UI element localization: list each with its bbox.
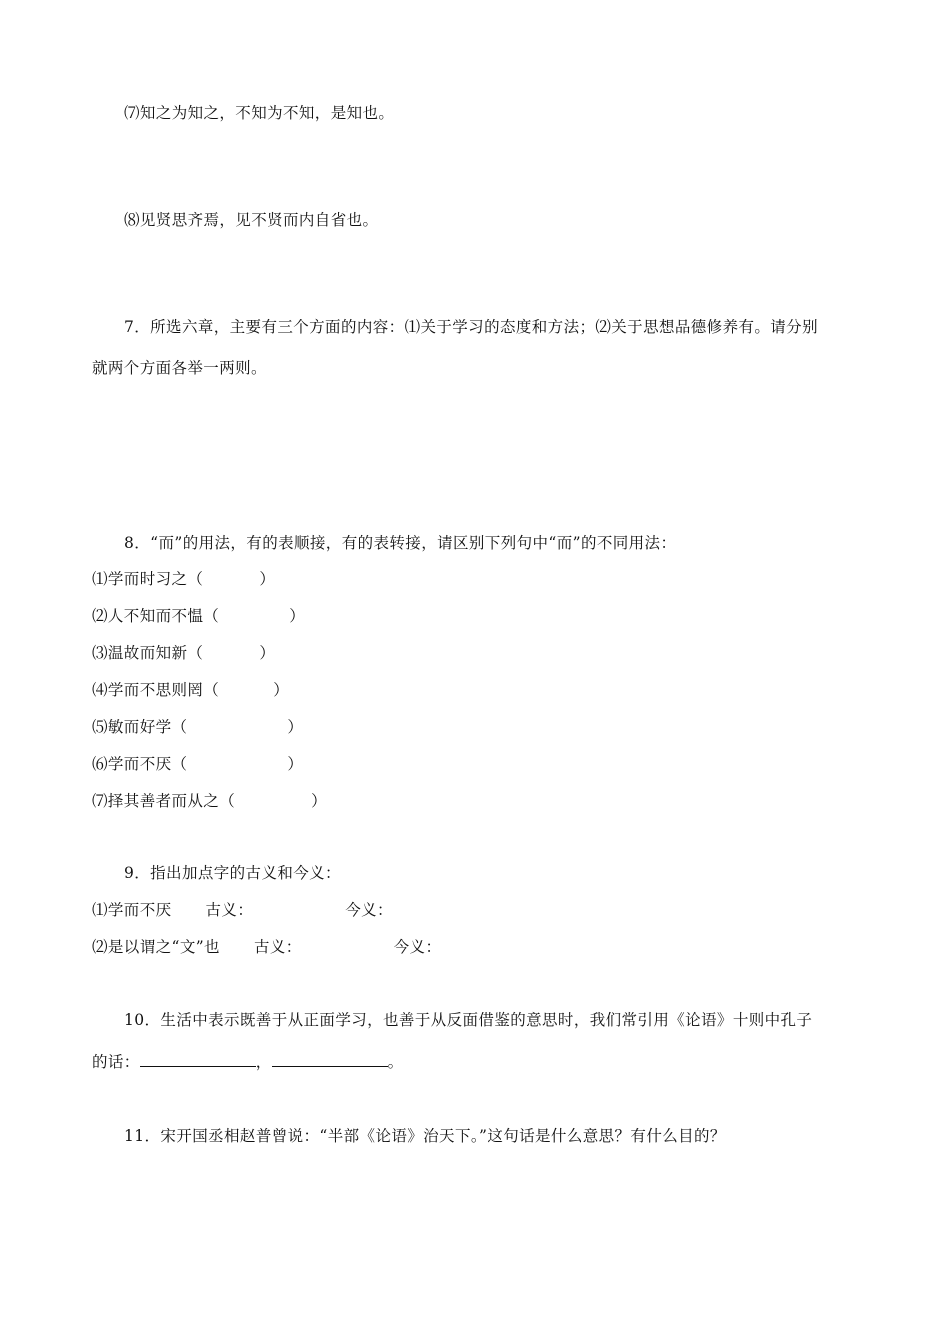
question-8-item-1 [92, 569, 275, 589]
answer-blank-1[interactable] [140, 1052, 256, 1067]
question-9-item-1 [92, 900, 393, 920]
analects-line-8: ⑻见贤思齐焉，见不贤而内自省也。 [124, 211, 379, 229]
ancient-meaning-label: 古义： [205, 901, 254, 919]
prefix-text: 的话： [92, 1053, 140, 1071]
question-8-item-2 [92, 606, 305, 626]
item-text: ⑶温故而知新（ [92, 644, 204, 662]
modern-meaning-label: 今义： [393, 938, 442, 956]
item-text: ⑴学而时习之（ [92, 570, 204, 588]
question-7-line-2: 就两个方面各举一两则。 [92, 359, 267, 377]
analects-line-7: ⑺知之为知之，不知为不知，是知也。 [124, 104, 395, 122]
item-text: ⑺择其善者而从之（ [92, 792, 236, 810]
question-8-item-3 [92, 643, 275, 663]
item-close: ） [273, 681, 290, 699]
question-8-stem: 8．“而”的用法，有的表顺接，有的表转接，请区别下列句中“而”的不同用法： [124, 534, 677, 552]
question-10-line-2 [92, 1052, 404, 1072]
question-8-item-7 [92, 791, 327, 811]
comma: ， [255, 1053, 272, 1071]
phrase: ⑴学而不厌 [92, 901, 172, 919]
period: 。 [387, 1053, 404, 1071]
question-10-line-1: 10．生活中表示既善于从正面学习，也善于从反面借鉴的意思时，我们常引用《论语》十则中孔子 [124, 1011, 813, 1029]
item-text: ⑵人不知而不愠（ [92, 607, 220, 625]
question-9-item-2 [92, 937, 441, 957]
item-close: ） [287, 718, 304, 736]
item-close: ） [311, 792, 328, 810]
question-7-line-1: 7．所选六章，主要有三个方面的内容：⑴关于学习的态度和方法；⑵关于思想品德修养有。请分别 [124, 318, 818, 336]
modern-meaning-label: 今义： [345, 901, 393, 919]
item-text: ⑹学而不厌（ [92, 755, 188, 773]
question-8-item-4 [92, 680, 289, 700]
question-11-line-1: 11．宋开国丞相赵普曾说：“半部《论语》治天下。”这句话是什么意思？有什么目的？ [124, 1127, 726, 1145]
answer-blank-2[interactable] [272, 1052, 388, 1067]
item-text: ⑸敏而好学（ [92, 718, 188, 736]
question-8-item-5 [92, 717, 303, 737]
question-9-stem: 9．指出加点字的古义和今义： [124, 864, 341, 882]
ancient-meaning-label: 古义： [253, 938, 302, 956]
phrase: ⑵是以谓之“文”也 [92, 938, 220, 956]
item-close: ） [289, 607, 306, 625]
item-close: ） [259, 644, 276, 662]
item-close: ） [287, 755, 304, 773]
item-close: ） [259, 570, 276, 588]
item-text: ⑷学而不思则罔（ [92, 681, 220, 699]
question-8-item-6 [92, 754, 303, 774]
